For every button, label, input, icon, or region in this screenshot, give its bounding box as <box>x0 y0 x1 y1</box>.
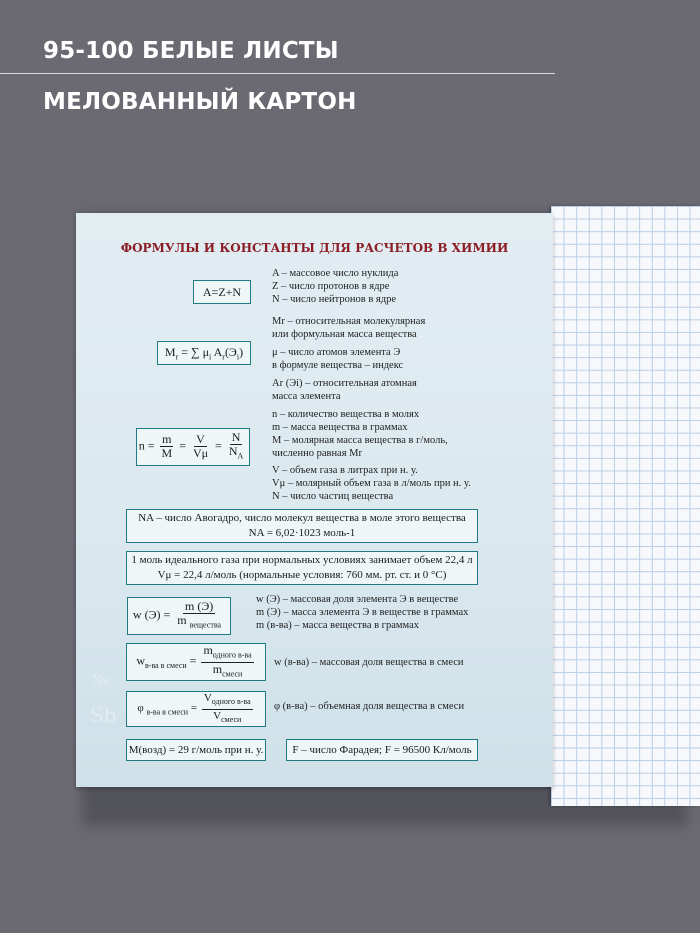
formula-mass-fraction-mixture: $w_{в-ва в смеси}$ = $\frac{m_{одного в-ва}}{m_{смеси}}$ <box>136 643 252 678</box>
formula-box-mass-number <box>193 280 251 304</box>
headline-sheets: 95-100 БЕЛЫЕ ЛИСТЫ <box>43 38 339 64</box>
legend-line: A – массовое число нуклида <box>272 268 399 279</box>
legend-line: в формуле вещества – индекс <box>272 360 404 371</box>
formula-box-avogadro <box>126 509 478 543</box>
notebook-cover <box>76 213 553 787</box>
legend-line: или формульная масса вещества <box>272 329 417 340</box>
watermark-glyph: Ne <box>92 673 110 687</box>
formula-mass-fraction-element: w (Э) = $\frac{m (Э)}{m _{вещества}}$ <box>132 599 222 630</box>
ideal-gas-statement: 1 моль идеального газа при нормальных условиях занимает объем 22,4 л <box>131 554 473 566</box>
legend-line: Z – число протонов в ядре <box>272 281 390 292</box>
legend-line: M – молярная масса вещества в г/моль, <box>272 435 448 446</box>
faraday-constant: F – число Фарадея; F = 96500 Кл/моль <box>292 744 472 756</box>
legend-line: m (Э) – масса элемента Э в веществе в граммах <box>256 607 469 618</box>
avogadro-definition: NA – число Авогадро, число молекул вещества в моле этого вещества <box>138 512 466 524</box>
faraday-constant-box <box>286 739 478 761</box>
formula-mass-number: A=Z+N <box>202 284 242 299</box>
legend-amount-of-substance <box>272 408 471 503</box>
headline-cover-material: МЕЛОВАННЫЙ КАРТОН <box>43 89 357 115</box>
legend-line: Ar (Эi) – относительная атомная <box>272 378 417 389</box>
legend-line: V – объем газа в литрах при н. у. <box>272 465 418 476</box>
legend-mass-number <box>272 267 398 306</box>
legend-mass-fraction-element <box>256 593 468 632</box>
header-divider <box>0 73 555 74</box>
notebook-grid-page <box>551 206 700 806</box>
formula-molecular-mass: $M_r$ = ∑ $\mu_i$ $A_r(Э_i)$ <box>164 344 244 362</box>
legend-line: m – масса вещества в граммах <box>272 422 408 433</box>
cover-title: ФОРМУЛЫ И КОНСТАНТЫ ДЛЯ РАСЧЕТОВ В ХИМИИ <box>120 241 509 255</box>
formula-box-ideal-gas <box>126 551 478 585</box>
formula-box-amount-of-substance <box>136 428 250 466</box>
legend-line: N – число нейтронов в ядре <box>272 294 396 305</box>
air-molar-mass: M(возд) = 29 г/моль при н. у. <box>128 744 264 756</box>
legend-line: масса элемента <box>272 391 341 402</box>
legend-line: N – число частиц вещества <box>272 491 394 502</box>
legend-line: w (Э) – массовая доля элемента Э в веществе <box>256 594 459 605</box>
ideal-gas-molar-volume: Vμ = 22,4 л/моль (нормальные условия: 760 мм. рт. ст. и 0 °С) <box>157 569 447 581</box>
formula-box-volume-fraction <box>126 691 266 727</box>
formula-box-mass-fraction-mixture <box>126 643 266 681</box>
legend-line: Vμ – молярный объем газа в л/моль при н. у. <box>272 478 471 489</box>
legend-volume-fraction: φ (в-ва) – объемная доля вещества в смеси <box>274 701 465 712</box>
legend-mass-fraction-mixture: w (в-ва) – массовая доля вещества в смеси <box>274 657 464 668</box>
legend-line: μ – число атомов элемента Э <box>272 347 401 358</box>
legend-molecular-mass <box>272 315 425 403</box>
legend-line: Mr – относительная молекулярная <box>272 316 426 327</box>
avogadro-value: NA = 6,02·1023 моль-1 <box>248 527 356 539</box>
formula-amount-of-substance: n = $\frac{m}{M}$ = $\frac{V}{V\mu}$ = $\frac{N}{N_A}$ <box>138 430 244 461</box>
legend-line: n – количество вещества в молях <box>272 409 420 420</box>
air-molar-mass-box <box>126 739 266 761</box>
legend-line: численно равная Mr <box>272 448 363 459</box>
formula-box-mass-fraction-element <box>127 597 231 635</box>
formula-box-molecular-mass <box>157 341 251 365</box>
legend-line: m (в-ва) – масса вещества в граммах <box>256 620 420 631</box>
formula-volume-fraction: φ $_{в-ва в смеси}$ = $\frac{V_{одного в-ва}}{V_{смеси}}$ <box>137 692 251 724</box>
watermark-glyph: Sb <box>90 703 117 727</box>
